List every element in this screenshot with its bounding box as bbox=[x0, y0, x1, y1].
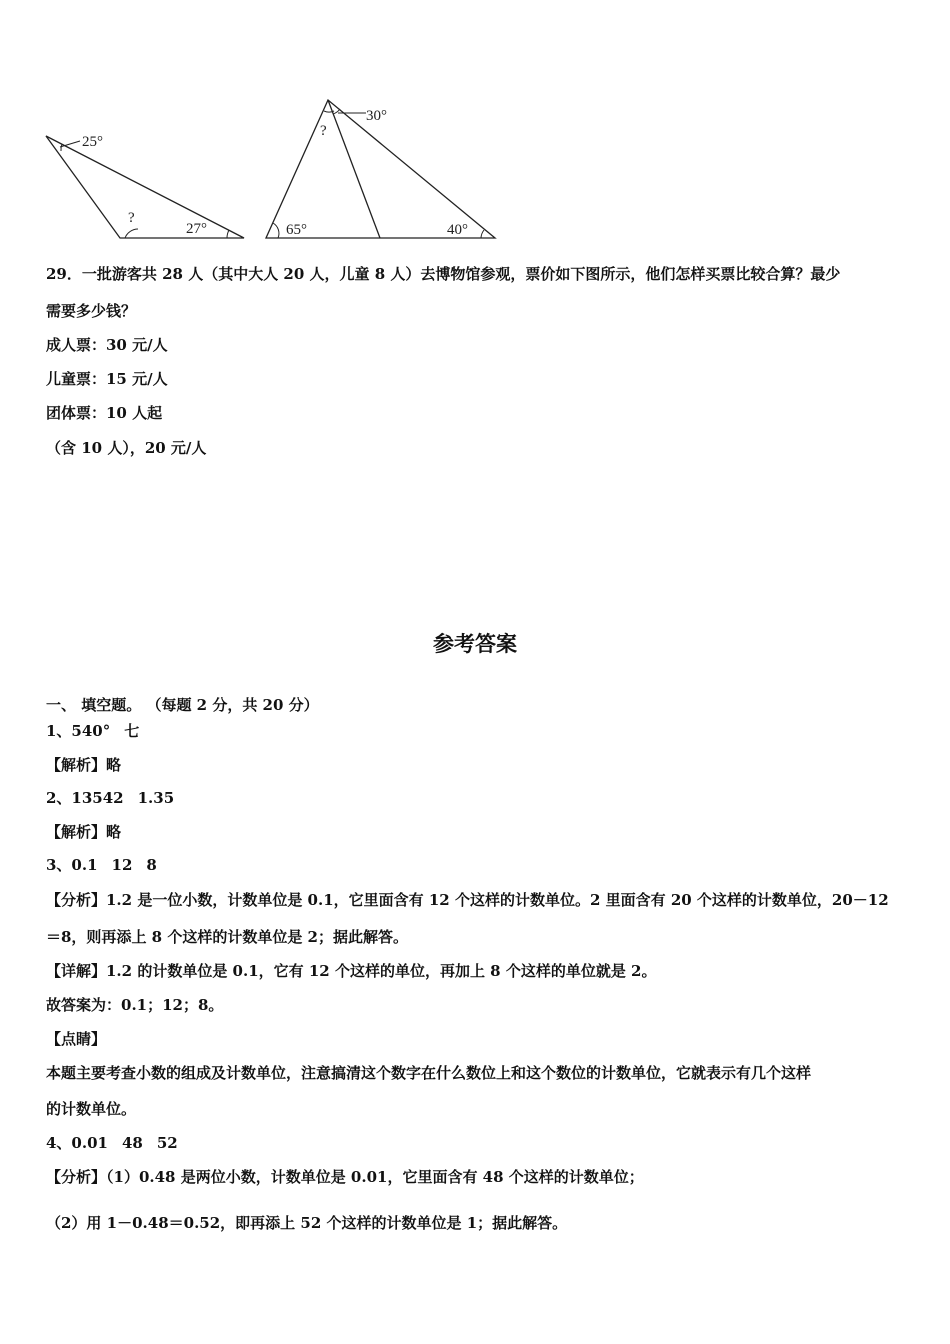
answer-3-result: 故答案为：0.1；12；8。 bbox=[46, 996, 224, 1014]
group-ticket-rule: 团体票：10 人起 bbox=[46, 404, 163, 422]
answer-3-analysis-line1: 【分析】1.2 是一位小数，计数单位是 0.1，它里面含有 12 个这样的计数单位。2 里面含有 20 个这样的计数单位，20－12 bbox=[46, 891, 889, 909]
angle-65-label: 65° bbox=[286, 222, 307, 238]
unknown-angle-label-2: ? bbox=[320, 123, 327, 139]
child-ticket-price: 儿童票：15 元/人 bbox=[46, 370, 168, 388]
answer-3-part2: 12 bbox=[111, 856, 133, 874]
answer-1-part2: 七 bbox=[124, 722, 140, 740]
answer-2 bbox=[46, 787, 174, 808]
adult-ticket-price: 成人票：30 元/人 bbox=[46, 336, 168, 354]
answer-3-part3: 8 bbox=[146, 856, 157, 874]
answer-1 bbox=[46, 720, 139, 741]
answer-2-part1: 2、13542 bbox=[46, 789, 124, 807]
answer-2-note: 【解析】略 bbox=[46, 823, 122, 841]
triangle-figures bbox=[40, 95, 510, 245]
unknown-angle-label: ? bbox=[128, 210, 135, 226]
answer-1-note: 【解析】略 bbox=[46, 756, 122, 774]
answer-3-tip-label: 【点睛】 bbox=[46, 1030, 107, 1048]
answers-title: 参考答案 bbox=[433, 631, 517, 656]
answer-3-tip-line1: 本题主要考查小数的组成及计数单位，注意搞清这个数字在什么数位上和这个数位的计数单位，它就表示有几个这样 bbox=[46, 1064, 812, 1082]
answer-4-part3: 52 bbox=[156, 1134, 178, 1152]
angle-25-label: 25° bbox=[82, 134, 103, 150]
answer-2-part2: 1.35 bbox=[137, 789, 175, 807]
answer-3-detail: 【详解】1.2 的计数单位是 0.1，它有 12 个这样的单位，再加上 8 个这样的单位就是 2。 bbox=[46, 962, 657, 980]
answer-4-analysis-line1: 【分析】（1）0.48 是两位小数，计数单位是 0.01，它里面含有 48 个这样的计数单位； bbox=[46, 1168, 644, 1186]
answer-3-part1: 3、0.1 bbox=[46, 856, 98, 874]
answer-4 bbox=[46, 1132, 178, 1153]
question-29-line1: 29．一批游客共 28 人（其中大人 20 人，儿童 8 人）去博物馆参观，票价如下图所示，他们怎样买票比较合算？最少 bbox=[46, 265, 841, 283]
answer-4-analysis-line2: （2）用 1－0.48＝0.52，即再添上 52 个这样的计数单位是 1；据此解答。 bbox=[46, 1214, 568, 1232]
group-ticket-price: （含 10 人），20 元/人 bbox=[46, 439, 207, 457]
angle-30-label: 30° bbox=[366, 108, 387, 124]
answer-3 bbox=[46, 854, 157, 875]
triangle-left bbox=[46, 134, 244, 238]
question-29-line2: 需要多少钱？ bbox=[46, 302, 137, 320]
angle-27-label: 27° bbox=[186, 221, 207, 237]
answer-4-part2: 48 bbox=[121, 1134, 143, 1152]
answer-1-part1: 1、540° bbox=[46, 722, 111, 740]
triangle-right bbox=[266, 100, 495, 238]
answer-4-part1: 4、0.01 bbox=[46, 1134, 108, 1152]
answer-3-analysis-line2: ＝8，则再添上 8 个这样的计数单位是 2；据此解答。 bbox=[46, 928, 408, 946]
angle-40-label: 40° bbox=[447, 222, 468, 238]
section-1-heading: 一、 填空题。 （每题 2 分，共 20 分） bbox=[46, 696, 319, 714]
answer-3-tip-line2: 的计数单位。 bbox=[46, 1100, 137, 1118]
